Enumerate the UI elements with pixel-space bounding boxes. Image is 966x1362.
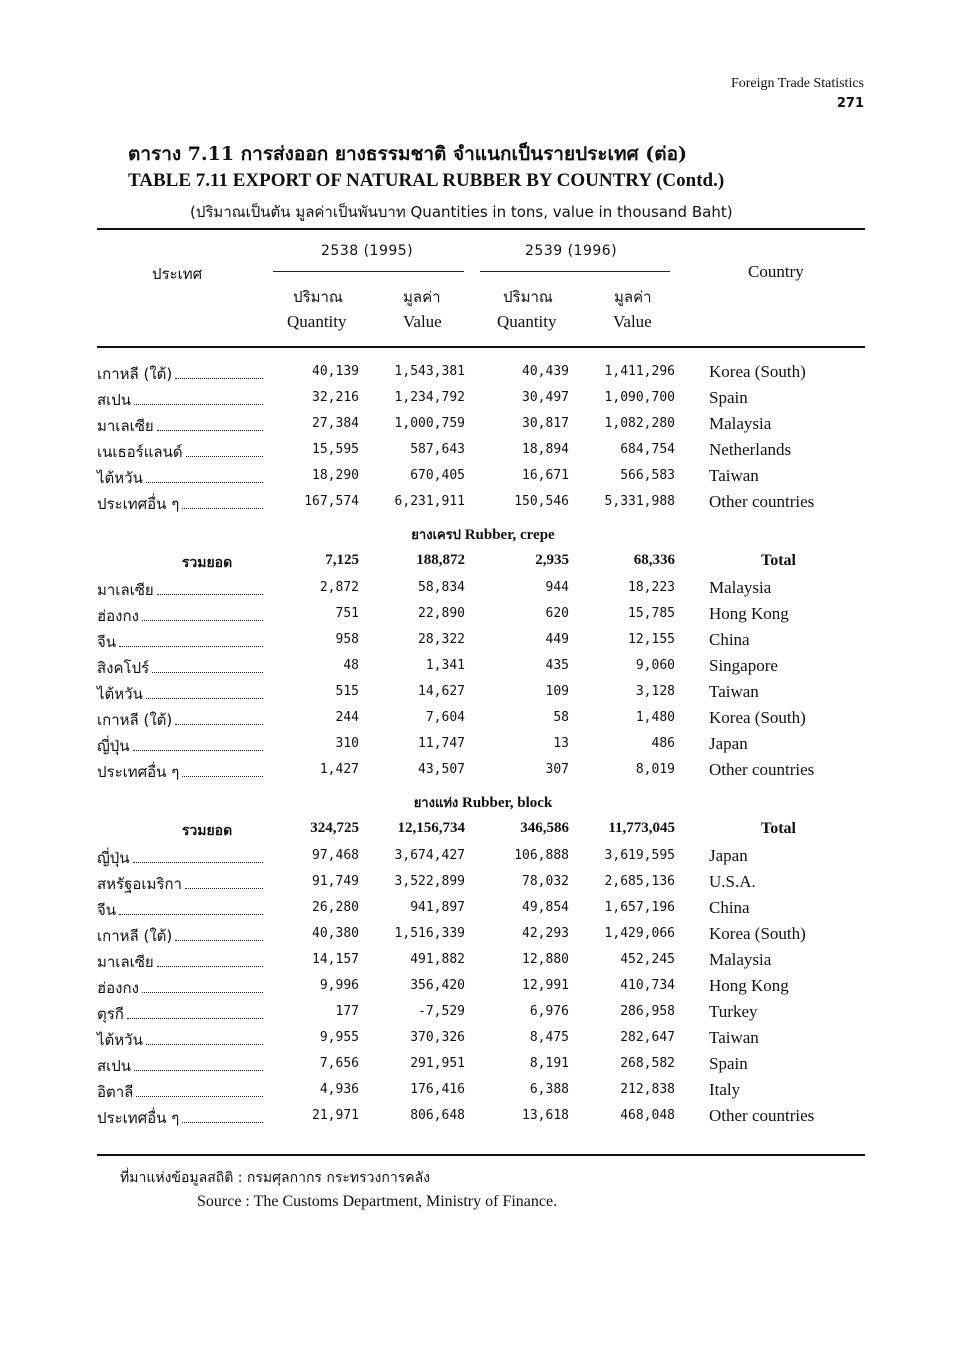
value-1995: 58,834 [418,580,465,595]
section-heading [0,524,966,545]
table-row [97,630,867,656]
table-row [97,682,867,708]
country-thai [97,872,263,896]
value-1995: 188,872 [416,552,465,568]
country-thai-name: เกาหลี (ใต้) [97,927,173,945]
dot-leader [146,1043,263,1045]
value-1996: 212,838 [620,1082,675,1097]
value-1996: 1,429,066 [604,926,675,941]
quantity-1996: 150,546 [514,494,569,509]
value-1995: 1,543,381 [394,364,465,379]
country-thai-name: ไต้หวัน [97,685,143,703]
year-1995-rule [273,271,464,272]
country-english: Malaysia [709,950,772,969]
value-1996: 12,155 [628,632,675,647]
country-thai [97,362,263,386]
table-row [97,1002,867,1028]
value-1995: 1,516,339 [394,926,465,941]
dot-leader [133,861,263,863]
country-thai [97,630,263,654]
country-thai-name: จีน [97,633,117,651]
dot-leader [157,593,263,595]
source-thai: ที่มาแห่งข้อมูลสถิติ : กรมศุลกากร กระทรวงการคลัง [120,1170,430,1186]
value-1996: 486 [651,736,675,751]
value-1996: 1,411,296 [604,364,675,379]
table-row [97,656,867,682]
quantity-1995: 4,936 [319,1082,359,1097]
section-label-en: Rubber, crepe [464,527,555,543]
country-thai-name: ญี่ปุ่น [97,737,130,755]
table-row [97,760,867,786]
country-thai-name: รวมยอด [181,555,233,571]
col-quantity-thai-2: ปริมาณ [503,288,553,306]
country-thai-name: เกาหลี (ใต้) [97,711,173,729]
quantity-1996: 6,976 [529,1004,569,1019]
quantity-1995: 7,656 [319,1056,359,1071]
value-1996: 18,223 [628,580,675,595]
country-english: Taiwan [709,466,759,485]
country-english: Japan [709,734,748,753]
table-row [97,924,867,950]
col-value-en-1: Value [403,312,442,331]
country-english: Spain [709,388,748,407]
country-english: Hong Kong [709,976,789,995]
table-row [97,708,867,734]
country-english: Singapore [709,656,778,675]
header-bottom-rule [97,346,865,348]
quantity-1996: 307 [545,762,569,777]
table-row [97,362,867,388]
value-1996: 282,647 [620,1030,675,1045]
country-thai-name: มาเลเซีย [97,581,154,599]
country-thai [97,388,263,412]
dot-leader [182,507,263,509]
quantity-1996: 16,671 [522,468,569,483]
country-thai-name: จีน [97,901,117,919]
country-thai-name: ฮ่องกง [97,979,139,997]
value-1996: 452,245 [620,952,675,967]
country-thai [97,924,263,948]
value-1995: 3,674,427 [394,848,465,863]
value-1995: 291,951 [410,1056,465,1071]
dot-leader [182,1121,263,1123]
value-1996: 8,019 [635,762,675,777]
value-1995: 12,156,734 [397,820,465,836]
country-english: Turkey [709,1002,758,1021]
country-english: Spain [709,1054,748,1073]
dot-leader [119,913,263,915]
country-english: Malaysia [709,414,772,433]
col-quantity-en-1: Quantity [287,312,347,331]
country-english: Other countries [709,1106,815,1125]
col-value-thai-1: มูลค่า [403,288,441,306]
quantity-1996: 42,293 [522,926,569,941]
value-1996: 286,958 [620,1004,675,1019]
table-row [97,898,867,924]
table-row [97,734,867,760]
country-english: Taiwan [709,1028,759,1047]
dot-leader [136,1095,263,1097]
dot-leader [182,775,263,777]
year-1995: 2538 (1995) [321,243,414,259]
value-1995: 587,643 [410,442,465,457]
country-thai-name: สเปน [97,1057,132,1075]
quantity-1995: 14,157 [312,952,359,967]
country-thai [97,466,263,490]
value-1995: 941,897 [410,900,465,915]
col-quantity-thai-1: ปริมาณ [293,288,343,306]
quantity-1995: 310 [335,736,359,751]
value-1996: 410,734 [620,978,675,993]
table-row [97,492,867,518]
quantity-1995: 32,216 [312,390,359,405]
value-1995: 11,747 [418,736,465,751]
table-row [97,1106,867,1132]
country-english: Total [761,820,796,837]
quantity-1995: 9,996 [319,978,359,993]
col-country-thai: ประเทศ [152,265,203,283]
page-header [731,74,864,114]
section-heading [0,792,966,813]
value-1996: 1,090,700 [604,390,675,405]
quantity-1995: 324,725 [310,820,359,836]
country-english: Korea (South) [709,362,806,381]
quantity-1996: 30,497 [522,390,569,405]
country-thai-name: มาเลเซีย [97,417,154,435]
quantity-1995: 15,595 [312,442,359,457]
country-thai [97,604,263,628]
col-country-en: Country [748,262,804,281]
quantity-1996: 13,618 [522,1108,569,1123]
total-row [97,552,867,578]
dot-leader [134,403,263,405]
value-1995: 1,000,759 [394,416,465,431]
value-1995: -7,529 [418,1004,465,1019]
quantity-1996: 6,388 [529,1082,569,1097]
value-1995: 806,648 [410,1108,465,1123]
country-thai-name: มาเลเซีย [97,953,154,971]
country-thai-name: ไต้หวัน [97,469,143,487]
country-thai-name: เนเธอร์แลนด์ [97,443,183,461]
value-1995: 6,231,911 [394,494,465,509]
value-1996: 3,128 [635,684,675,699]
dot-leader [119,645,263,647]
value-1996: 268,582 [620,1056,675,1071]
country-thai [97,492,263,516]
country-english: Netherlands [709,440,792,459]
table-row [97,604,867,630]
table-row [97,976,867,1002]
quantity-1996: 78,032 [522,874,569,889]
country-thai [97,1028,263,1052]
country-thai [97,440,263,464]
table-row [97,414,867,440]
value-1995: 356,420 [410,978,465,993]
quantity-1996: 12,880 [522,952,569,967]
table-units: (ปริมาณเป็นตัน มูลค่าเป็นพันบาท Quantities in tons, value in thousand Baht) [190,203,733,221]
country-english: China [709,898,750,917]
quantity-1996: 58 [553,710,569,725]
value-1996: 2,685,136 [604,874,675,889]
country-english: Korea (South) [709,708,806,727]
value-1996: 468,048 [620,1108,675,1123]
value-1996: 1,657,196 [604,900,675,915]
value-1995: 3,522,899 [394,874,465,889]
year-1996-rule [480,271,670,272]
country-thai [97,898,263,922]
quantity-1996: 109 [545,684,569,699]
country-thai-name: สหรัฐอเมริกา [97,875,182,893]
col-quantity-en-2: Quantity [497,312,557,331]
section-label-thai: ยางแท่ง [413,796,459,811]
country-thai-name: ประเทศอื่น ๆ [97,763,180,781]
country-thai [97,734,263,758]
quantity-1996: 106,888 [514,848,569,863]
table-row [97,1080,867,1106]
country-english: Korea (South) [709,924,806,943]
country-thai [97,682,263,706]
country-thai-name: ฮ่องกง [97,607,139,625]
country-thai [97,708,263,732]
quantity-1996: 435 [545,658,569,673]
quantity-1995: 26,280 [312,900,359,915]
country-thai-name: ตุรกี [97,1005,124,1023]
value-1996: 68,336 [633,552,675,568]
dot-leader [142,991,263,993]
quantity-1995: 9,955 [319,1030,359,1045]
country-thai [97,578,263,602]
quantity-1995: 40,139 [312,364,359,379]
value-1995: 370,326 [410,1030,465,1045]
quantity-1996: 30,817 [522,416,569,431]
dot-leader [133,749,263,751]
quantity-1996: 2,935 [535,552,569,568]
value-1995: 1,341 [425,658,465,673]
table-row [97,950,867,976]
table-row [97,578,867,604]
quantity-1995: 18,290 [312,468,359,483]
value-1996: 9,060 [635,658,675,673]
quantity-1996: 620 [545,606,569,621]
table-row [97,872,867,898]
section-label-thai: ยางเครป [411,528,461,543]
country-english: Other countries [709,760,815,779]
dot-leader [146,481,263,483]
dot-leader [157,965,263,967]
value-1995: 670,405 [410,468,465,483]
country-thai [97,976,263,1000]
value-1996: 15,785 [628,606,675,621]
quantity-1996: 12,991 [522,978,569,993]
top-rule [97,228,865,230]
dot-leader [157,429,263,431]
country-thai-name: ประเทศอื่น ๆ [97,495,180,513]
value-1996: 566,583 [620,468,675,483]
value-1996: 5,331,988 [604,494,675,509]
dot-leader [175,377,263,379]
table-row [97,846,867,872]
quantity-1996: 13 [553,736,569,751]
value-1995: 1,234,792 [394,390,465,405]
country-thai-name: เกาหลี (ใต้) [97,365,173,383]
quantity-1996: 449 [545,632,569,647]
country-english: China [709,630,750,649]
quantity-1996: 8,475 [529,1030,569,1045]
dot-leader [152,671,263,673]
country-thai-name: อิตาลี [97,1083,134,1101]
country-thai [97,656,263,680]
country-thai [97,414,263,438]
quantity-1996: 346,586 [520,820,569,836]
table-row [97,388,867,414]
quantity-1996: 49,854 [522,900,569,915]
country-english: Malaysia [709,578,772,597]
country-thai [97,1080,263,1104]
year-1996: 2539 (1996) [525,243,618,259]
quantity-1995: 751 [335,606,359,621]
table-row [97,1028,867,1054]
dot-leader [175,723,263,725]
country-english: Hong Kong [709,604,789,623]
dot-leader [175,939,263,941]
quantity-1996: 18,894 [522,442,569,457]
quantity-1995: 515 [335,684,359,699]
table-row [97,466,867,492]
quantity-1995: 1,427 [319,762,359,777]
dot-leader [127,1017,263,1019]
value-1995: 43,507 [418,762,465,777]
page-number: 271 [836,96,864,111]
value-1996: 3,619,595 [604,848,675,863]
table-title-english: TABLE 7.11 EXPORT OF NATURAL RUBBER BY COUNTRY (Contd.) [128,170,725,191]
quantity-1995: 7,125 [325,552,359,568]
country-thai-name: รวมยอด [181,823,233,839]
country-thai [97,1054,263,1078]
dot-leader [146,697,263,699]
quantity-1996: 40,439 [522,364,569,379]
quantity-1995: 244 [335,710,359,725]
country-thai [97,1106,263,1130]
dot-leader [185,887,263,889]
country-thai [97,760,263,784]
quantity-1995: 2,872 [319,580,359,595]
value-1996: 11,773,045 [608,820,675,836]
country-english: Total [761,552,796,569]
quantity-1996: 8,191 [529,1056,569,1071]
dot-leader [186,455,263,457]
quantity-1995: 48 [343,658,359,673]
total-row [97,820,867,846]
country-english: Taiwan [709,682,759,701]
quantity-1995: 40,380 [312,926,359,941]
value-1995: 176,416 [410,1082,465,1097]
country-thai [97,950,263,974]
country-english: Other countries [709,492,815,511]
quantity-1995: 21,971 [312,1108,359,1123]
quantity-1995: 958 [335,632,359,647]
quantity-1995: 97,468 [312,848,359,863]
country-english: U.S.A. [709,872,756,891]
country-thai-name: ไต้หวัน [97,1031,143,1049]
publication-title: Foreign Trade Statistics [730,76,864,91]
table-row [97,440,867,466]
value-1996: 1,480 [635,710,675,725]
value-1996: 684,754 [620,442,675,457]
source-english: Source : The Customs Department, Ministry of Finance. [197,1193,558,1210]
country-thai-name: ประเทศอื่น ๆ [97,1109,180,1127]
dot-leader [142,619,263,621]
quantity-1996: 944 [545,580,569,595]
country-english: Japan [709,846,748,865]
country-thai [97,1002,263,1026]
table-row [97,1054,867,1080]
country-english: Italy [709,1080,741,1099]
value-1996: 1,082,280 [604,416,675,431]
country-thai [97,846,263,870]
quantity-1995: 91,749 [312,874,359,889]
value-1995: 491,882 [410,952,465,967]
quantity-1995: 27,384 [312,416,359,431]
value-1995: 7,604 [425,710,465,725]
value-1995: 22,890 [418,606,465,621]
country-thai-name: สเปน [97,391,132,409]
value-1995: 14,627 [418,684,465,699]
bottom-rule [97,1154,865,1156]
quantity-1995: 167,574 [304,494,359,509]
value-1995: 28,322 [418,632,465,647]
quantity-1995: 177 [335,1004,359,1019]
col-value-thai-2: มูลค่า [614,288,652,306]
table-title-thai: ตาราง 7.11 การส่งออก ยางธรรมชาติ จำแนกเป็นรายประเทศ (ต่อ) [128,143,687,165]
section-label-en: Rubber, block [462,795,553,811]
country-thai-name: สิงคโปร์ [97,659,150,677]
dot-leader [134,1069,263,1071]
country-thai-name: ญี่ปุ่น [97,849,130,867]
col-value-en-2: Value [613,312,652,331]
